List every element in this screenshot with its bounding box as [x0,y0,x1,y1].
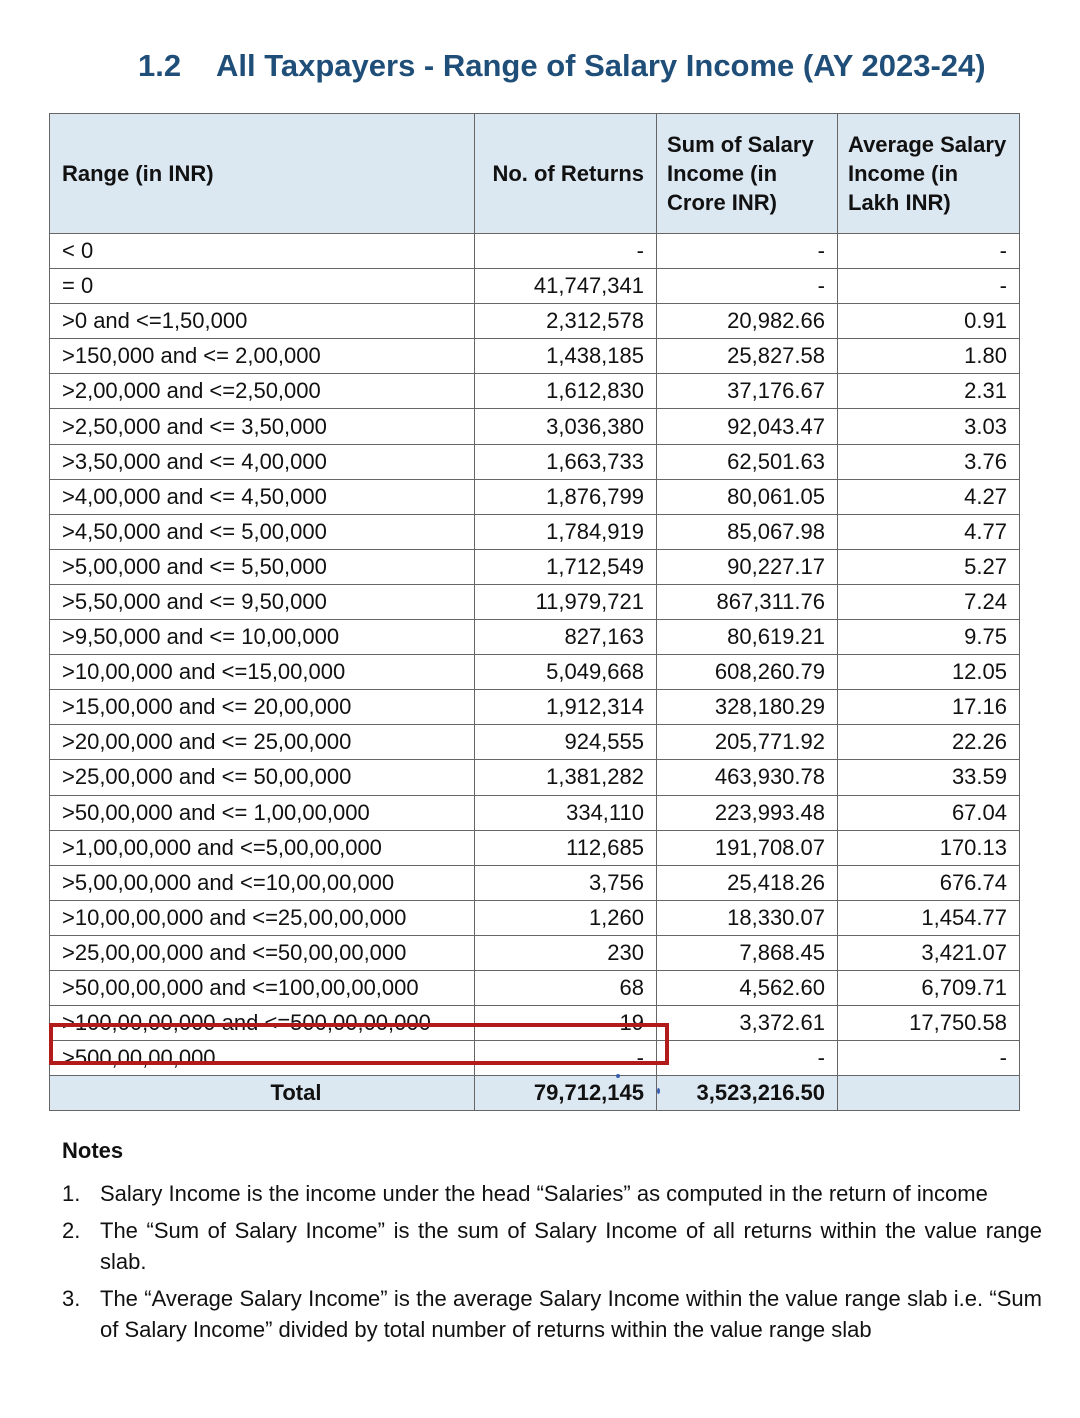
row-range: >20,00,000 and <= 25,00,000 [50,725,475,760]
row-sum: 4,562.60 [657,970,838,1005]
row-returns: 1,663,733 [475,444,657,479]
table-row [50,935,1020,970]
note-text: Salary Income is the income under the head “Salaries” as computed in the return of income [100,1181,988,1206]
row-range: >5,00,00,000 and <=10,00,00,000 [50,865,475,900]
note-number: 1. [62,1181,81,1206]
row-average: 7.24 [838,584,1020,619]
salary-range-table [49,113,1020,1111]
table-row [50,655,1020,690]
table-row [50,970,1020,1005]
total-label: Total [50,1076,475,1111]
row-returns: 1,876,799 [475,479,657,514]
row-range: >0 and <=1,50,000 [50,304,475,339]
row-returns: 1,612,830 [475,374,657,409]
note-item [62,1283,1042,1345]
row-sum: - [657,1041,838,1076]
header-returns: No. of Returns [475,114,657,234]
note-item [62,1215,1042,1277]
table-row [50,900,1020,935]
table-row [50,549,1020,584]
row-returns: - [475,234,657,269]
row-average: 1.80 [838,339,1020,374]
row-sum: - [657,234,838,269]
row-average: 17.16 [838,690,1020,725]
title-text: All Taxpayers - Range of Salary Income (AY 2023-24) [216,48,986,83]
row-returns: 1,712,549 [475,549,657,584]
row-range: >150,000 and <= 2,00,000 [50,339,475,374]
row-returns: 3,756 [475,865,657,900]
row-average: 12.05 [838,655,1020,690]
total-returns: 79,712,145 [475,1076,657,1111]
table-row [50,620,1020,655]
table-row [50,1006,1020,1041]
row-average: 22.26 [838,725,1020,760]
table-row [50,374,1020,409]
row-returns: 334,110 [475,795,657,830]
table-row [50,339,1020,374]
row-average: 3.76 [838,444,1020,479]
row-sum: 80,061.05 [657,479,838,514]
row-sum: 223,993.48 [657,795,838,830]
row-returns: 827,163 [475,620,657,655]
table-row [50,760,1020,795]
row-average: 3.03 [838,409,1020,444]
note-text: The “Average Salary Income” is the average Salary Income within the value range slab i.e. “Sum of Salary Income” divided by total number of returns within the value range slab [100,1286,1042,1342]
row-sum: 25,418.26 [657,865,838,900]
row-range: >2,00,000 and <=2,50,000 [50,374,475,409]
table-row [50,584,1020,619]
row-sum: 90,227.17 [657,549,838,584]
row-returns: 2,312,578 [475,304,657,339]
row-sum: 20,982.66 [657,304,838,339]
row-range: >5,50,000 and <= 9,50,000 [50,584,475,619]
table-row [50,304,1020,339]
row-returns: 112,685 [475,830,657,865]
row-average: 3,421.07 [838,935,1020,970]
row-sum: 7,868.45 [657,935,838,970]
row-average: 0.91 [838,304,1020,339]
table-row [50,1041,1020,1076]
row-sum: 80,619.21 [657,620,838,655]
row-average: 170.13 [838,830,1020,865]
row-average: 1,454.77 [838,900,1020,935]
row-returns: 1,381,282 [475,760,657,795]
header-sum: Sum of Salary Income (in Crore INR) [657,114,838,234]
row-returns: 3,036,380 [475,409,657,444]
row-sum: 62,501.63 [657,444,838,479]
row-average: 5.27 [838,549,1020,584]
notes-list [62,1178,1042,1351]
table-row [50,795,1020,830]
row-sum: 608,260.79 [657,655,838,690]
table-row [50,690,1020,725]
header-range: Range (in INR) [50,114,475,234]
row-average: - [838,1041,1020,1076]
total-average [838,1076,1020,1111]
table-header-row [50,114,1020,234]
table-row [50,234,1020,269]
row-range: >15,00,000 and <= 20,00,000 [50,690,475,725]
notes-heading: Notes [62,1138,124,1163]
row-range: >50,00,000 and <= 1,00,00,000 [50,795,475,830]
table-body [50,234,1020,1076]
row-range: >10,00,000 and <=15,00,000 [50,655,475,690]
row-range: >2,50,000 and <= 3,50,000 [50,409,475,444]
row-returns: 230 [475,935,657,970]
table-row [50,514,1020,549]
table-row [50,444,1020,479]
row-range: >25,00,00,000 and <=50,00,00,000 [50,935,475,970]
header-average: Average Salary Income (in Lakh INR) [838,114,1020,234]
row-sum: 205,771.92 [657,725,838,760]
row-range: >4,00,000 and <= 4,50,000 [50,479,475,514]
row-average: 6,709.71 [838,970,1020,1005]
row-sum: 328,180.29 [657,690,838,725]
table-row [50,409,1020,444]
row-returns: 1,912,314 [475,690,657,725]
row-sum: 18,330.07 [657,900,838,935]
row-range: >9,50,000 and <= 10,00,000 [50,620,475,655]
row-range: >4,50,000 and <= 5,00,000 [50,514,475,549]
row-average: 676.74 [838,865,1020,900]
row-average: 33.59 [838,760,1020,795]
row-returns: 11,979,721 [475,584,657,619]
table-row [50,865,1020,900]
row-returns: 1,438,185 [475,339,657,374]
row-average: 9.75 [838,620,1020,655]
row-returns: 1,260 [475,900,657,935]
row-returns: 1,784,919 [475,514,657,549]
row-range: >10,00,00,000 and <=25,00,00,000 [50,900,475,935]
page-title [138,48,986,84]
row-sum: 85,067.98 [657,514,838,549]
row-range: >5,00,000 and <= 5,50,000 [50,549,475,584]
row-sum: 25,827.58 [657,339,838,374]
row-range: >500,00,00,000 [50,1041,475,1076]
section-number: 1.2 [138,48,182,83]
row-range: >100,00,00,000 and <=500,00,00,000 [50,1006,475,1041]
row-average: 4.77 [838,514,1020,549]
row-range: >25,00,000 and <= 50,00,000 [50,760,475,795]
row-sum: 37,176.67 [657,374,838,409]
row-sum: 92,043.47 [657,409,838,444]
total-row [50,1076,1020,1111]
row-sum: 867,311.76 [657,584,838,619]
row-average: 67.04 [838,795,1020,830]
row-average: - [838,234,1020,269]
row-returns: 924,555 [475,725,657,760]
row-sum: 463,930.78 [657,760,838,795]
table-row [50,269,1020,304]
row-returns: - [475,1041,657,1076]
row-range: >3,50,000 and <= 4,00,000 [50,444,475,479]
row-range: < 0 [50,234,475,269]
note-number: 3. [62,1286,81,1311]
row-returns: 5,049,668 [475,655,657,690]
row-returns: 68 [475,970,657,1005]
stray-mark [657,1088,660,1094]
row-returns: 41,747,341 [475,269,657,304]
row-sum: - [657,269,838,304]
row-average: 17,750.58 [838,1006,1020,1041]
row-average: 2.31 [838,374,1020,409]
row-sum: 3,372.61 [657,1006,838,1041]
note-text: The “Sum of Salary Income” is the sum of Salary Income of all returns within the value range slab. [100,1218,1042,1274]
row-sum: 191,708.07 [657,830,838,865]
row-range: = 0 [50,269,475,304]
row-returns: 19 [475,1006,657,1041]
total-sum: 3,523,216.50 [657,1076,838,1111]
note-number: 2. [62,1218,81,1243]
table-row [50,479,1020,514]
row-range: >50,00,00,000 and <=100,00,00,000 [50,970,475,1005]
note-item [62,1178,1042,1209]
stray-mark [616,1074,620,1078]
row-average: 4.27 [838,479,1020,514]
row-average: - [838,269,1020,304]
table-row [50,725,1020,760]
row-range: >1,00,00,000 and <=5,00,00,000 [50,830,475,865]
table-row [50,830,1020,865]
